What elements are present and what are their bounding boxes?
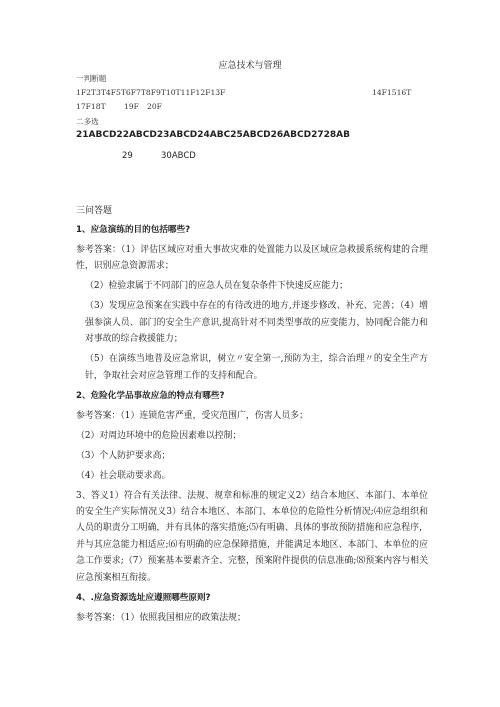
true-false-answers-row-2a: 17F18T (76, 102, 106, 111)
question-1: 1、应急演练的目的包括哪些? (76, 225, 191, 235)
true-false-answers-row-1: 1F2T3T4F5T6F7T8F9T10T11F12F13F (76, 88, 226, 97)
question-2-answer-1: 参考答案：（1）连锁危害严重，受灾范围广，伤害人员多； (76, 410, 308, 421)
question-3-answer: 3、答义1）符合有关法律、法规、规章和标准的规定义2）结合本地区、本部门、本单位的安全生产实际情况义3）结合本地区、本部门、本单位的危险性分析情况;⑷应急组织和人员的职责分工明确，并有具体的落实措施;⑸有明确、具体的事故预防措施和应急程序，并与其应急能力相适应;⑹有明确的应急保障措施，并能满足本地区、本部门、本单位的应急工作要求;（7）预案基本要素齐全、完整，预案附件提供的信息准确;⑻预案内容与相关应急预案相互衔接。 (76, 490, 428, 583)
true-false-answers-row-1-end: 14F1516T (372, 88, 412, 97)
question-1-answer-1: 参考答案：（1）评估区域应对重大事故灾难的处置能力以及区域应急救援系统构建的合理性，识别应急资源需求； (76, 245, 428, 272)
multiple-choice-answers-row-2b: 30ABCD (161, 151, 196, 161)
question-1-answer-4: （5）在演练当地普及应急常识，树立〃安全第一,预防为主，综合治理〃的安全生产方针，争取社会对应急管理工作的支持和配合。 (85, 354, 428, 381)
multiple-choice-answers-row-2a: 29 (122, 151, 133, 161)
question-1-answer-3: （3）发现应急预案在实践中存在的有待改进的地方,并逐步修改、补充、完善；（4）增强参演人员、部门的安全生产意识,提高针对不同类型事故的应变能力，协同配合能力和对事故的综合救援能力； (85, 301, 428, 345)
section-qa-heading: 三问答题 (76, 206, 113, 216)
question-2-answer-2: （2）对周边环境中的危险因素难以控制； (76, 430, 242, 441)
qa-body (76, 222, 428, 630)
section-multiple-choice-heading: 二多选 (76, 117, 99, 126)
document-title: 应急技术与管理 (218, 61, 282, 71)
true-false-answers-row-2b: 19F (124, 102, 139, 111)
question-2-answer-4: （4）社会联动要求高。 (76, 470, 171, 481)
question-4-answer-1: 参考答案：（1）依照我国相应的政策法规； (76, 612, 246, 623)
question-4: 4、.应急资源选址应遵照哪些原则? (76, 592, 211, 603)
section-true-false-heading: 一判断题 (76, 74, 107, 83)
question-2-answer-3: （3）个人防护要求高； (76, 450, 171, 461)
question-2: 2、危险化学品事故应急的特点有哪些? (76, 390, 225, 401)
question-1-answer-2: （2）检验隶属于不同部门的应急人员在复杂条件下快速反应能力； (85, 281, 349, 292)
true-false-answers-row-2c: 20F (147, 102, 162, 111)
multiple-choice-answers-row-1: 21ABCD22ABCD23ABCD24ABC25ABCD26ABCD2728AB (76, 130, 350, 140)
